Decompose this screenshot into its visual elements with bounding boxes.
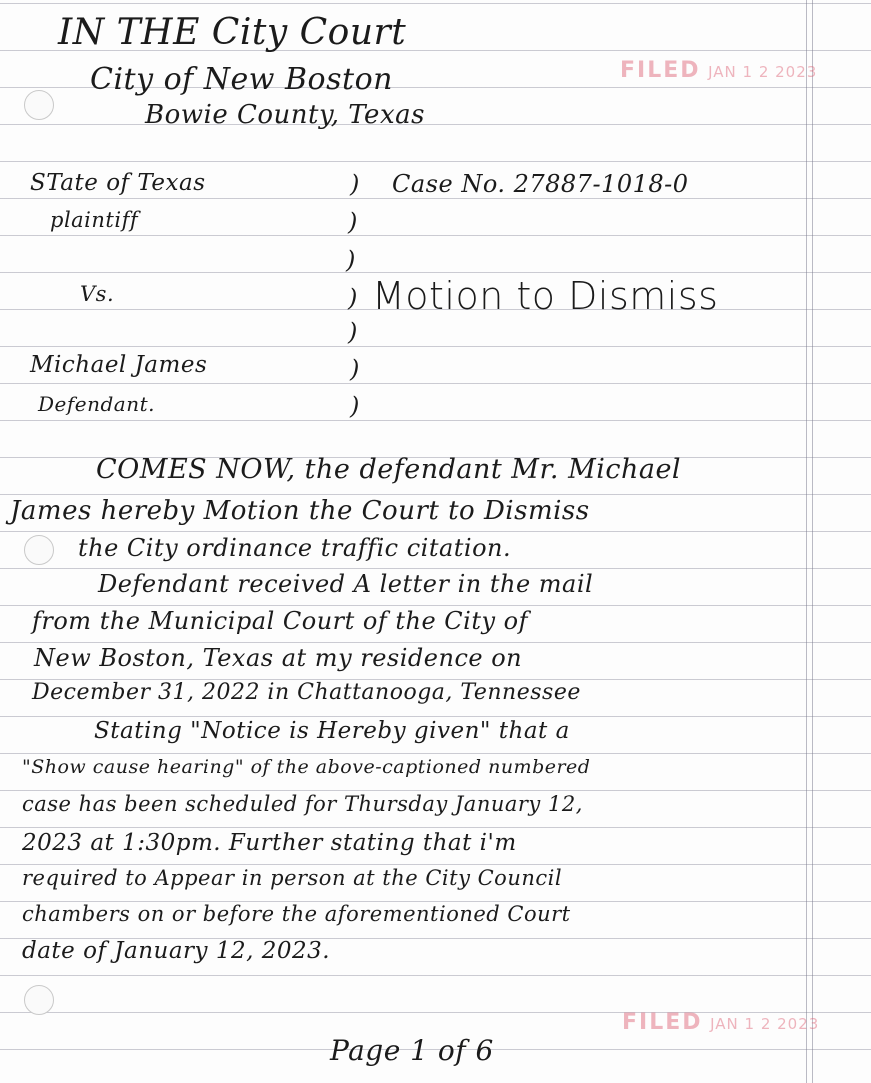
caption-paren: ): [350, 392, 360, 420]
body-line: chambers on or before the aforementioned Court: [22, 902, 571, 926]
caption-defendant-label: Defendant.: [38, 392, 155, 416]
caption-plaintiff-name: STate of Texas: [30, 170, 206, 196]
stamp-word: FILED: [620, 58, 701, 83]
body-line: New Boston, Texas at my residence on: [34, 644, 523, 672]
body-line: the City ordinance traffic citation.: [78, 534, 512, 562]
body-line: COMES NOW, the defendant Mr. Michael: [96, 454, 682, 485]
filed-stamp-bottom: [622, 1010, 819, 1035]
caption-paren: ): [348, 318, 358, 346]
body-line: from the Municipal Court of the City of: [32, 607, 528, 635]
stamp-word: FILED: [622, 1010, 703, 1035]
caption-plaintiff-label: plaintiff: [50, 208, 139, 232]
body-line: 2023 at 1:30pm. Further stating that i'm: [22, 830, 517, 856]
right-margin-line-2: [812, 0, 813, 1083]
caption-paren: ): [346, 246, 356, 274]
caption-paren: ): [348, 208, 358, 236]
punch-hole-middle: [24, 535, 54, 565]
caption-defendant-name: Michael James: [30, 352, 208, 378]
punch-hole-top: [24, 90, 54, 120]
filed-stamp-top: [620, 58, 817, 83]
document-title: Motion to Dismiss: [372, 274, 719, 318]
caption-paren: ): [350, 355, 360, 383]
court-heading: IN THE City Court: [58, 12, 407, 53]
stamp-date: JAN 1 2 2023: [710, 1015, 820, 1033]
body-line: "Show cause hearing" of the above-captioned numbered: [22, 756, 591, 778]
county-heading: Bowie County, Texas: [145, 100, 425, 130]
page-number: Page 1 of 6: [330, 1034, 494, 1067]
body-line: James hereby Motion the Court to Dismiss: [10, 496, 590, 526]
city-heading: City of New Boston: [90, 62, 393, 97]
caption-paren: ): [348, 284, 358, 312]
case-number: Case No. 27887-1018-0: [392, 170, 689, 198]
caption-versus: Vs.: [80, 282, 115, 306]
body-line: December 31, 2022 in Chattanooga, Tennessee: [32, 680, 581, 705]
right-margin-line: [806, 0, 807, 1083]
body-line: case has been scheduled for Thursday January 12,: [22, 792, 583, 816]
caption-paren: ): [350, 170, 360, 198]
body-line: Stating "Notice is Hereby given" that a: [94, 718, 570, 744]
stamp-date: JAN 1 2 2023: [708, 63, 818, 81]
body-line: Defendant received A letter in the mail: [98, 570, 594, 598]
body-line: required to Appear in person at the City Council: [22, 866, 563, 890]
punch-hole-bottom: [24, 985, 54, 1015]
body-line: date of January 12, 2023.: [22, 938, 331, 964]
